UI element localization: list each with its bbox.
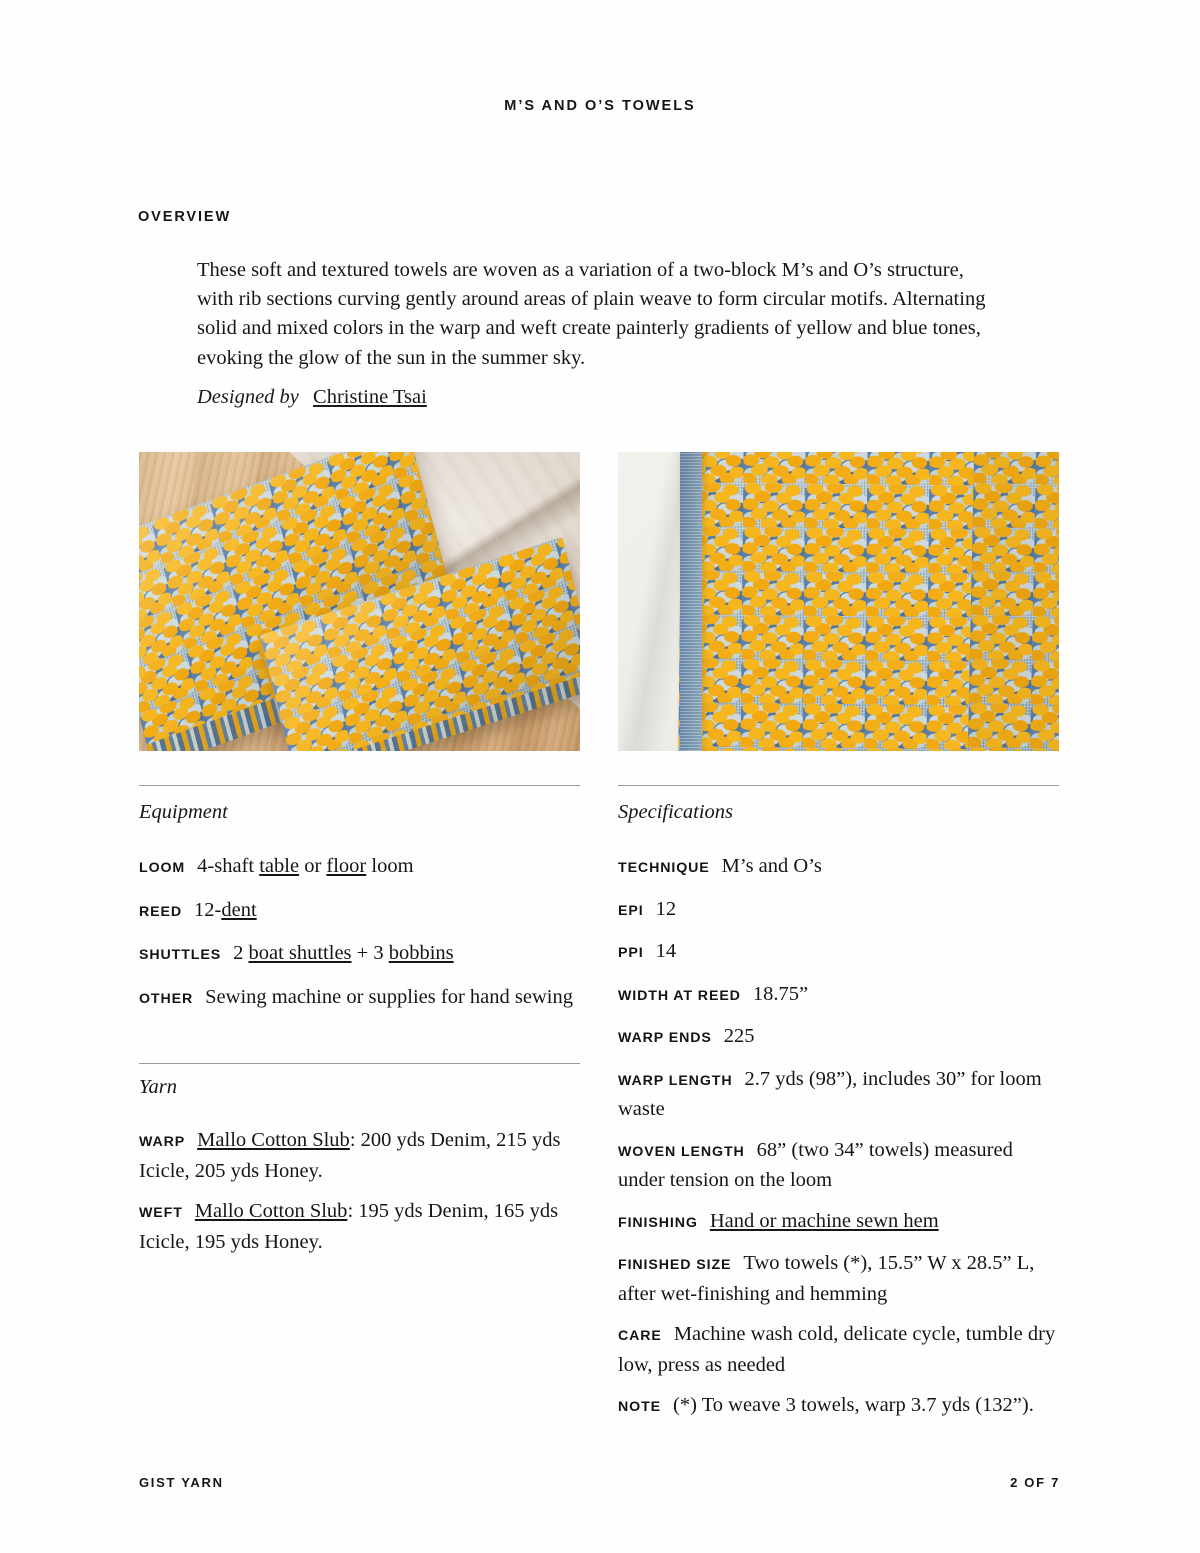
spec-label: WARP ENDS — [618, 1030, 712, 1046]
yarn-title: Yarn — [139, 1076, 177, 1098]
equipment-link-table[interactable]: table — [259, 855, 300, 877]
equipment-row — [139, 896, 591, 927]
equipment-link-dent[interactable]: dent — [221, 898, 257, 921]
spec-value: 68” (two 34” towels) measured under tension on the loom — [618, 1138, 1013, 1191]
footer-page-number: 2 OF 7 — [1010, 1475, 1060, 1490]
equipment-value-mid: + 3 — [351, 942, 389, 964]
equipment-label: OTHER — [139, 990, 194, 1007]
spec-row — [618, 1207, 1061, 1238]
spec-value: 225 — [723, 1025, 755, 1047]
equipment-link-boat-shuttles[interactable]: boat shuttles — [248, 942, 352, 964]
spec-label: TECHNIQUE — [618, 860, 710, 876]
spec-value: (*) To weave 3 towels, warp 3.7 yds (132”). — [673, 1394, 1034, 1416]
spec-label: FINISHED SIZE — [618, 1257, 732, 1273]
divider-equipment — [139, 785, 580, 786]
spec-label: EPI — [618, 902, 644, 919]
cloth-selvedge-edge — [680, 452, 702, 751]
spec-value: 12 — [655, 897, 677, 920]
equipment-label: SHUTTLES — [139, 947, 222, 963]
spec-row — [618, 1249, 1061, 1308]
yarn-value: : 200 yds Denim, 215 yds Icicle, 205 yds Honey. — [139, 1129, 561, 1182]
footer-brand: GIST YARN — [139, 1475, 224, 1490]
cloth-folded-panel — [967, 452, 1059, 751]
equipment-value: Sewing machine or supplies for hand sewing — [205, 985, 573, 1008]
spec-label: FINISHING — [618, 1214, 698, 1231]
yarn-row — [139, 1126, 584, 1185]
overview-paragraph: These soft and textured towels are woven as a variation of a two-block M’s and O’s structure, with rib sections curving gently around areas of plain weave to form circular motifs. Alternating solid and mixed colors in the warp and weft create painterly gradients of yellow and blue tones, evoking the glow of the sun in the summer sky. — [197, 259, 986, 369]
designer-name-link[interactable]: Christine Tsai — [313, 386, 427, 408]
equipment-link-bobbins[interactable]: bobbins — [388, 942, 454, 964]
spec-row — [618, 1136, 1061, 1195]
divider-yarn — [139, 1063, 580, 1064]
spec-label: WARP LENGTH — [618, 1072, 733, 1089]
spec-row — [618, 895, 1061, 926]
equipment-title: Equipment — [139, 801, 228, 823]
spec-value: Two towels (*), 15.5” W x 28.5” L, after wet-finishing and hemming — [618, 1252, 1035, 1305]
yarn-list — [139, 1126, 584, 1268]
yarn-link-mallo-cotton-slub[interactable]: Mallo Cotton Slub — [194, 1200, 348, 1222]
specifications-title: Specifications — [618, 801, 734, 823]
equipment-label: LOOM — [139, 860, 186, 876]
spec-row — [618, 980, 1061, 1011]
yarn-value: : 195 yds Denim, 165 yds Icicle, 195 yds Honey. — [139, 1200, 559, 1253]
specifications-list — [618, 852, 1061, 1434]
cloth-main-panel — [678, 452, 1008, 751]
equipment-row — [139, 852, 591, 883]
yarn-row — [139, 1197, 584, 1256]
spec-value: 18.75” — [752, 982, 809, 1005]
yarn-label: WARP — [139, 1134, 186, 1150]
spec-value: 14 — [655, 940, 677, 962]
equipment-value: 2 — [233, 942, 249, 964]
spec-value: Machine wash cold, delicate cycle, tumble dry low, press as needed — [618, 1323, 1056, 1376]
spec-row — [618, 1320, 1061, 1379]
equipment-value-mid: or — [299, 855, 327, 877]
weave-detail-photo — [618, 452, 1059, 751]
equipment-link-floor[interactable]: floor — [326, 855, 367, 877]
spec-row — [618, 1065, 1061, 1124]
running-head: M’S AND O’S TOWELS — [504, 98, 696, 114]
equipment-value: 4-shaft — [197, 855, 260, 877]
spec-row — [618, 1022, 1061, 1053]
divider-specifications — [618, 785, 1059, 786]
spec-label: WIDTH AT REED — [618, 987, 741, 1004]
spec-label: WOVEN LENGTH — [618, 1143, 745, 1160]
spec-label: CARE — [618, 1328, 662, 1344]
folded-towels-photo — [139, 452, 580, 751]
designed-by-label: Designed by — [197, 386, 299, 408]
spec-label: NOTE — [618, 1399, 662, 1415]
equipment-list — [139, 852, 591, 1026]
equipment-row — [139, 939, 591, 970]
yarn-link-mallo-cotton-slub[interactable]: Mallo Cotton Slub — [197, 1129, 350, 1151]
spec-link-finishing[interactable]: Hand or machine sewn hem — [709, 1209, 939, 1232]
spec-label: PPI — [618, 945, 644, 961]
spec-row — [618, 1391, 1061, 1422]
equipment-value: 12- — [194, 898, 222, 921]
spec-value: 2.7 yds (98”), includes 30” for loom waste — [618, 1067, 1042, 1120]
yarn-label: WEFT — [139, 1205, 183, 1221]
spec-row — [618, 852, 1061, 883]
spec-value: M’s and O’s — [721, 855, 822, 877]
section-heading-overview: OVERVIEW — [138, 209, 232, 225]
equipment-value-after: loom — [366, 855, 414, 877]
spec-row — [618, 937, 1061, 968]
designer-credit — [197, 383, 427, 411]
equipment-label: REED — [139, 903, 183, 920]
equipment-row — [139, 983, 591, 1014]
